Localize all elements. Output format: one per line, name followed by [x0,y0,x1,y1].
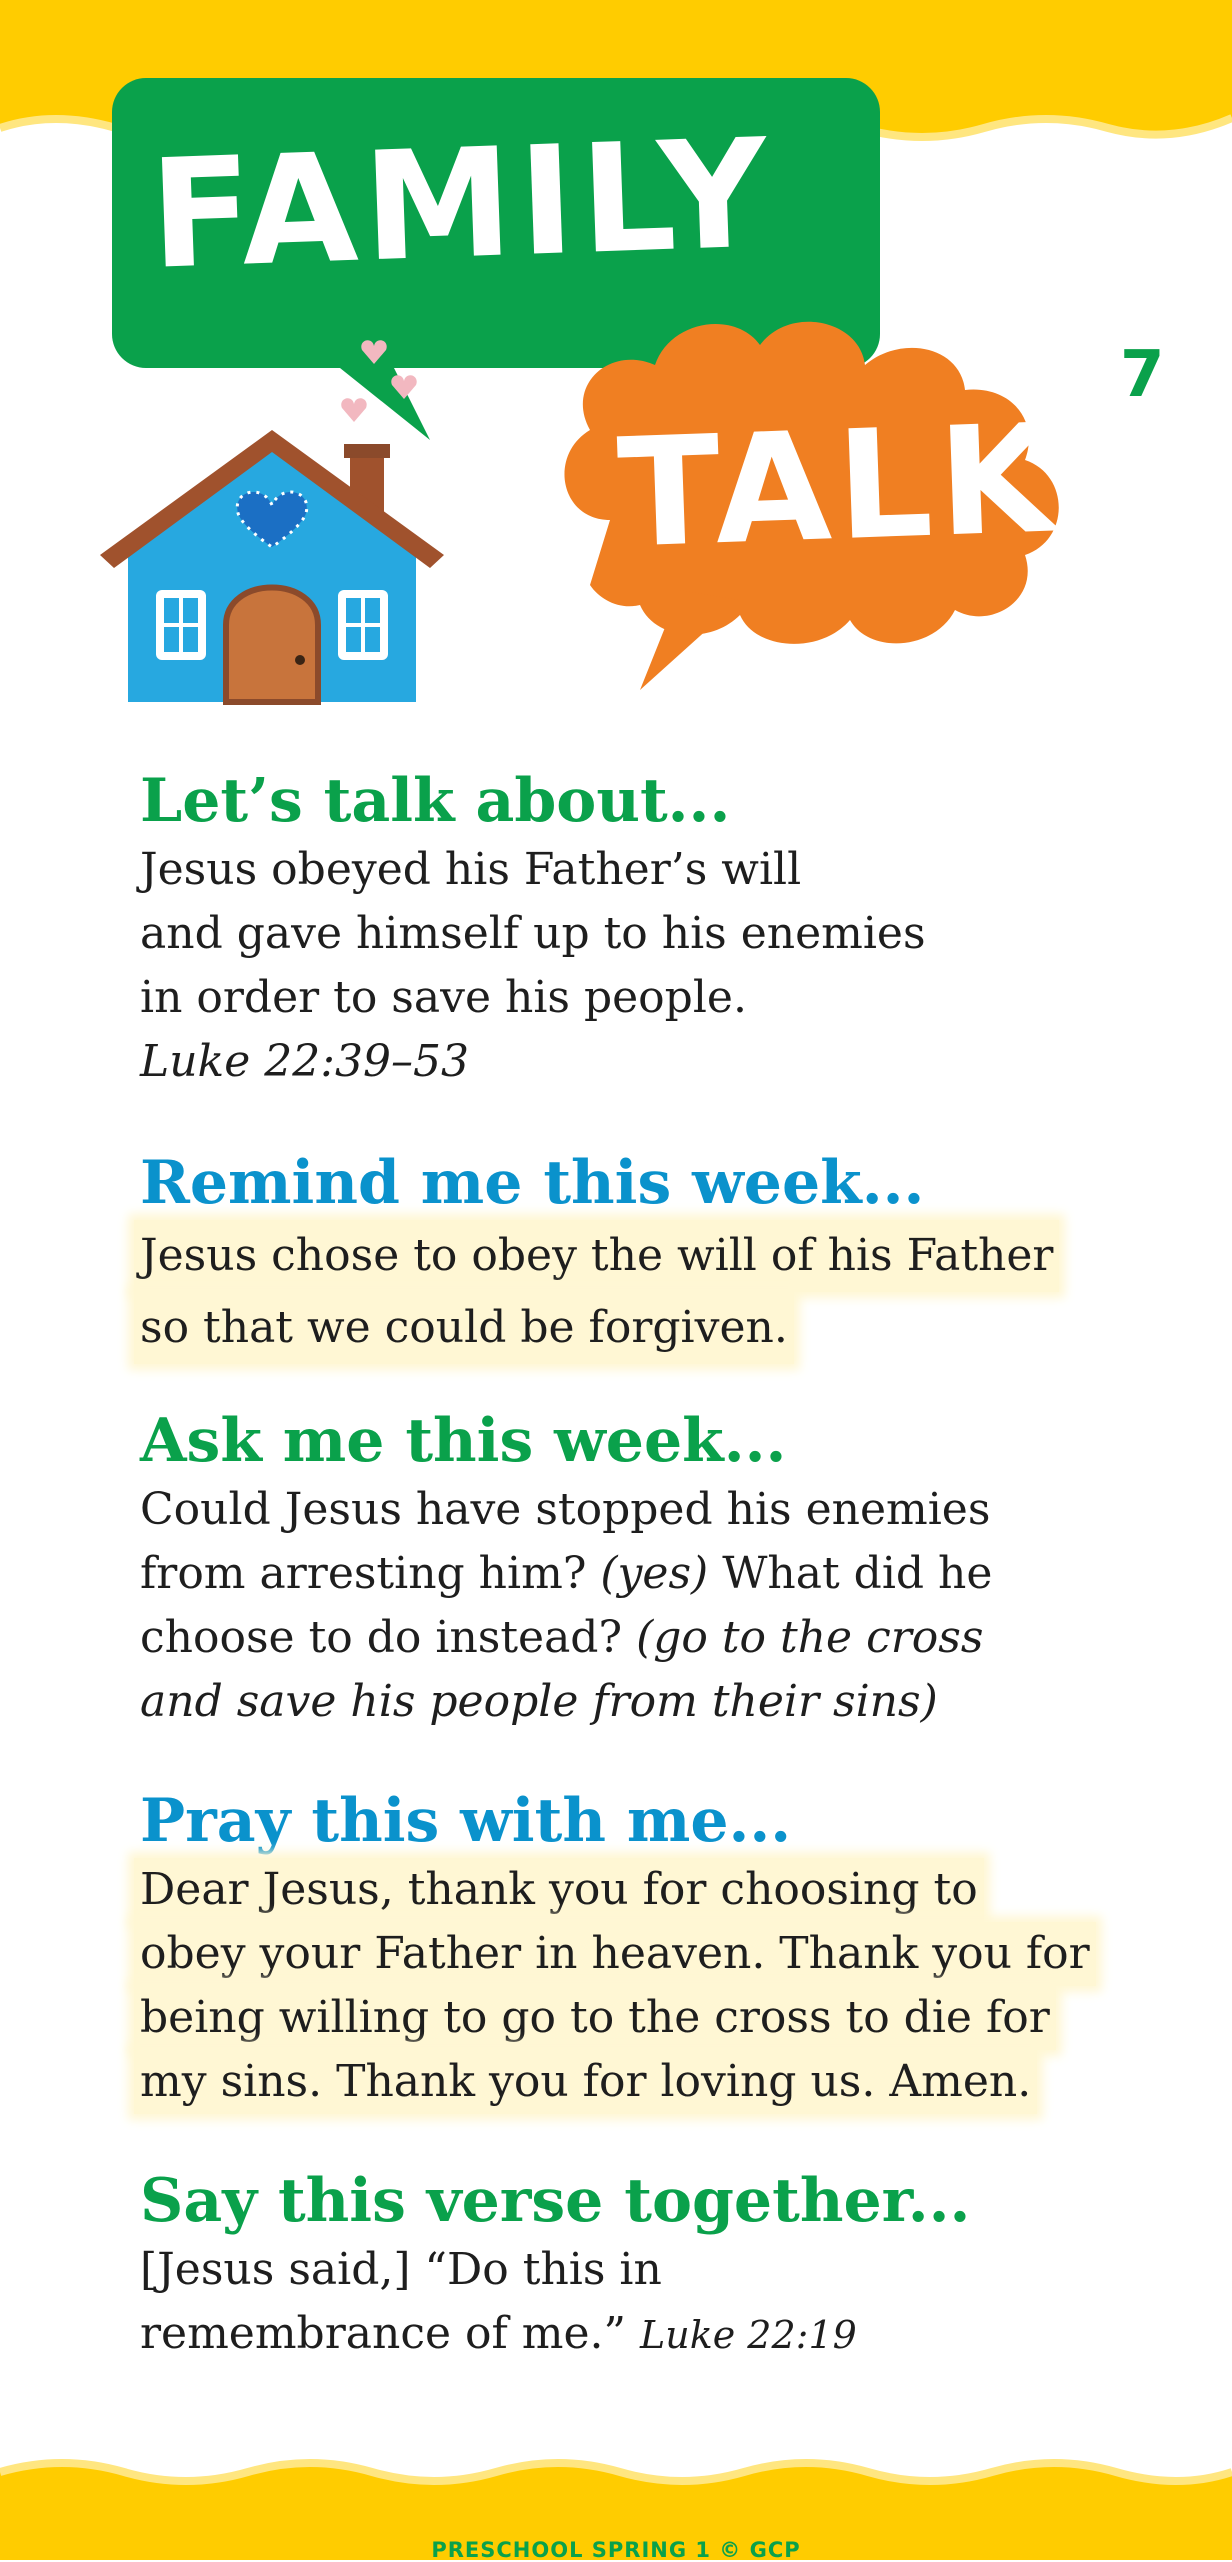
highlighted-line: so that we could be forgiven. [134,1292,794,1364]
verse-line: remembrance of me.” Luke 22:19 [140,2308,857,2359]
section-body [140,2238,1120,2367]
body-line: and gave himself up to his enemies [140,908,926,959]
section-heading: Remind me this week... [140,1148,925,1218]
scripture-reference: Luke 22:19 [639,2313,857,2357]
section-body [140,1478,1120,1734]
section-lets-talk [140,764,1120,1094]
answer-text: and save his people from their sins) [140,1676,938,1727]
section-body [140,838,1120,1094]
page-number: 7 [1120,338,1165,412]
section-heading: Let’s talk about... [140,766,731,836]
section-verse [140,2164,1120,2367]
footer-credit: PRESCHOOL SPRING 1 © GCP [431,2538,801,2562]
highlighted-line: obey your Father in heaven. Thank you for [134,1922,1096,1986]
body-line: choose to do instead? (go to the cross [140,1612,984,1663]
section-heading: Say this verse together... [140,2166,971,2236]
verse-line: [Jesus said,] “Do this in [140,2244,662,2295]
highlighted-line: being willing to go to the cross to die for [134,1986,1056,2050]
answer-text: (go to the cross [636,1612,984,1663]
section-pray [140,1784,1120,2114]
section-body [140,1220,1120,1364]
logo-family-word: FAMILY [147,107,777,303]
section-heading: Pray this with me... [140,1786,792,1856]
body-line: Jesus obeyed his Father’s will [140,844,802,895]
body-line: in order to save his people. [140,972,747,1023]
body-line: Could Jesus have stopped his enemies [140,1484,991,1535]
section-remind-me [140,1146,1120,1364]
body-line: from arresting him? (yes) What did he [140,1548,993,1599]
section-heading: Ask me this week... [140,1406,787,1476]
scripture-reference: Luke 22:39–53 [140,1036,470,1087]
highlighted-line: my sins. Thank you for loving us. Amen. [134,2050,1037,2114]
highlighted-line: Dear Jesus, thank you for choosing to [134,1858,984,1922]
answer-text: (yes) [600,1548,709,1599]
section-ask-me [140,1404,1120,1734]
logo-talk-word: TALK [615,392,1064,582]
house-icon [100,430,444,702]
section-body [140,1858,1120,2114]
highlighted-line: Jesus chose to obey the will of his Father [134,1220,1059,1292]
